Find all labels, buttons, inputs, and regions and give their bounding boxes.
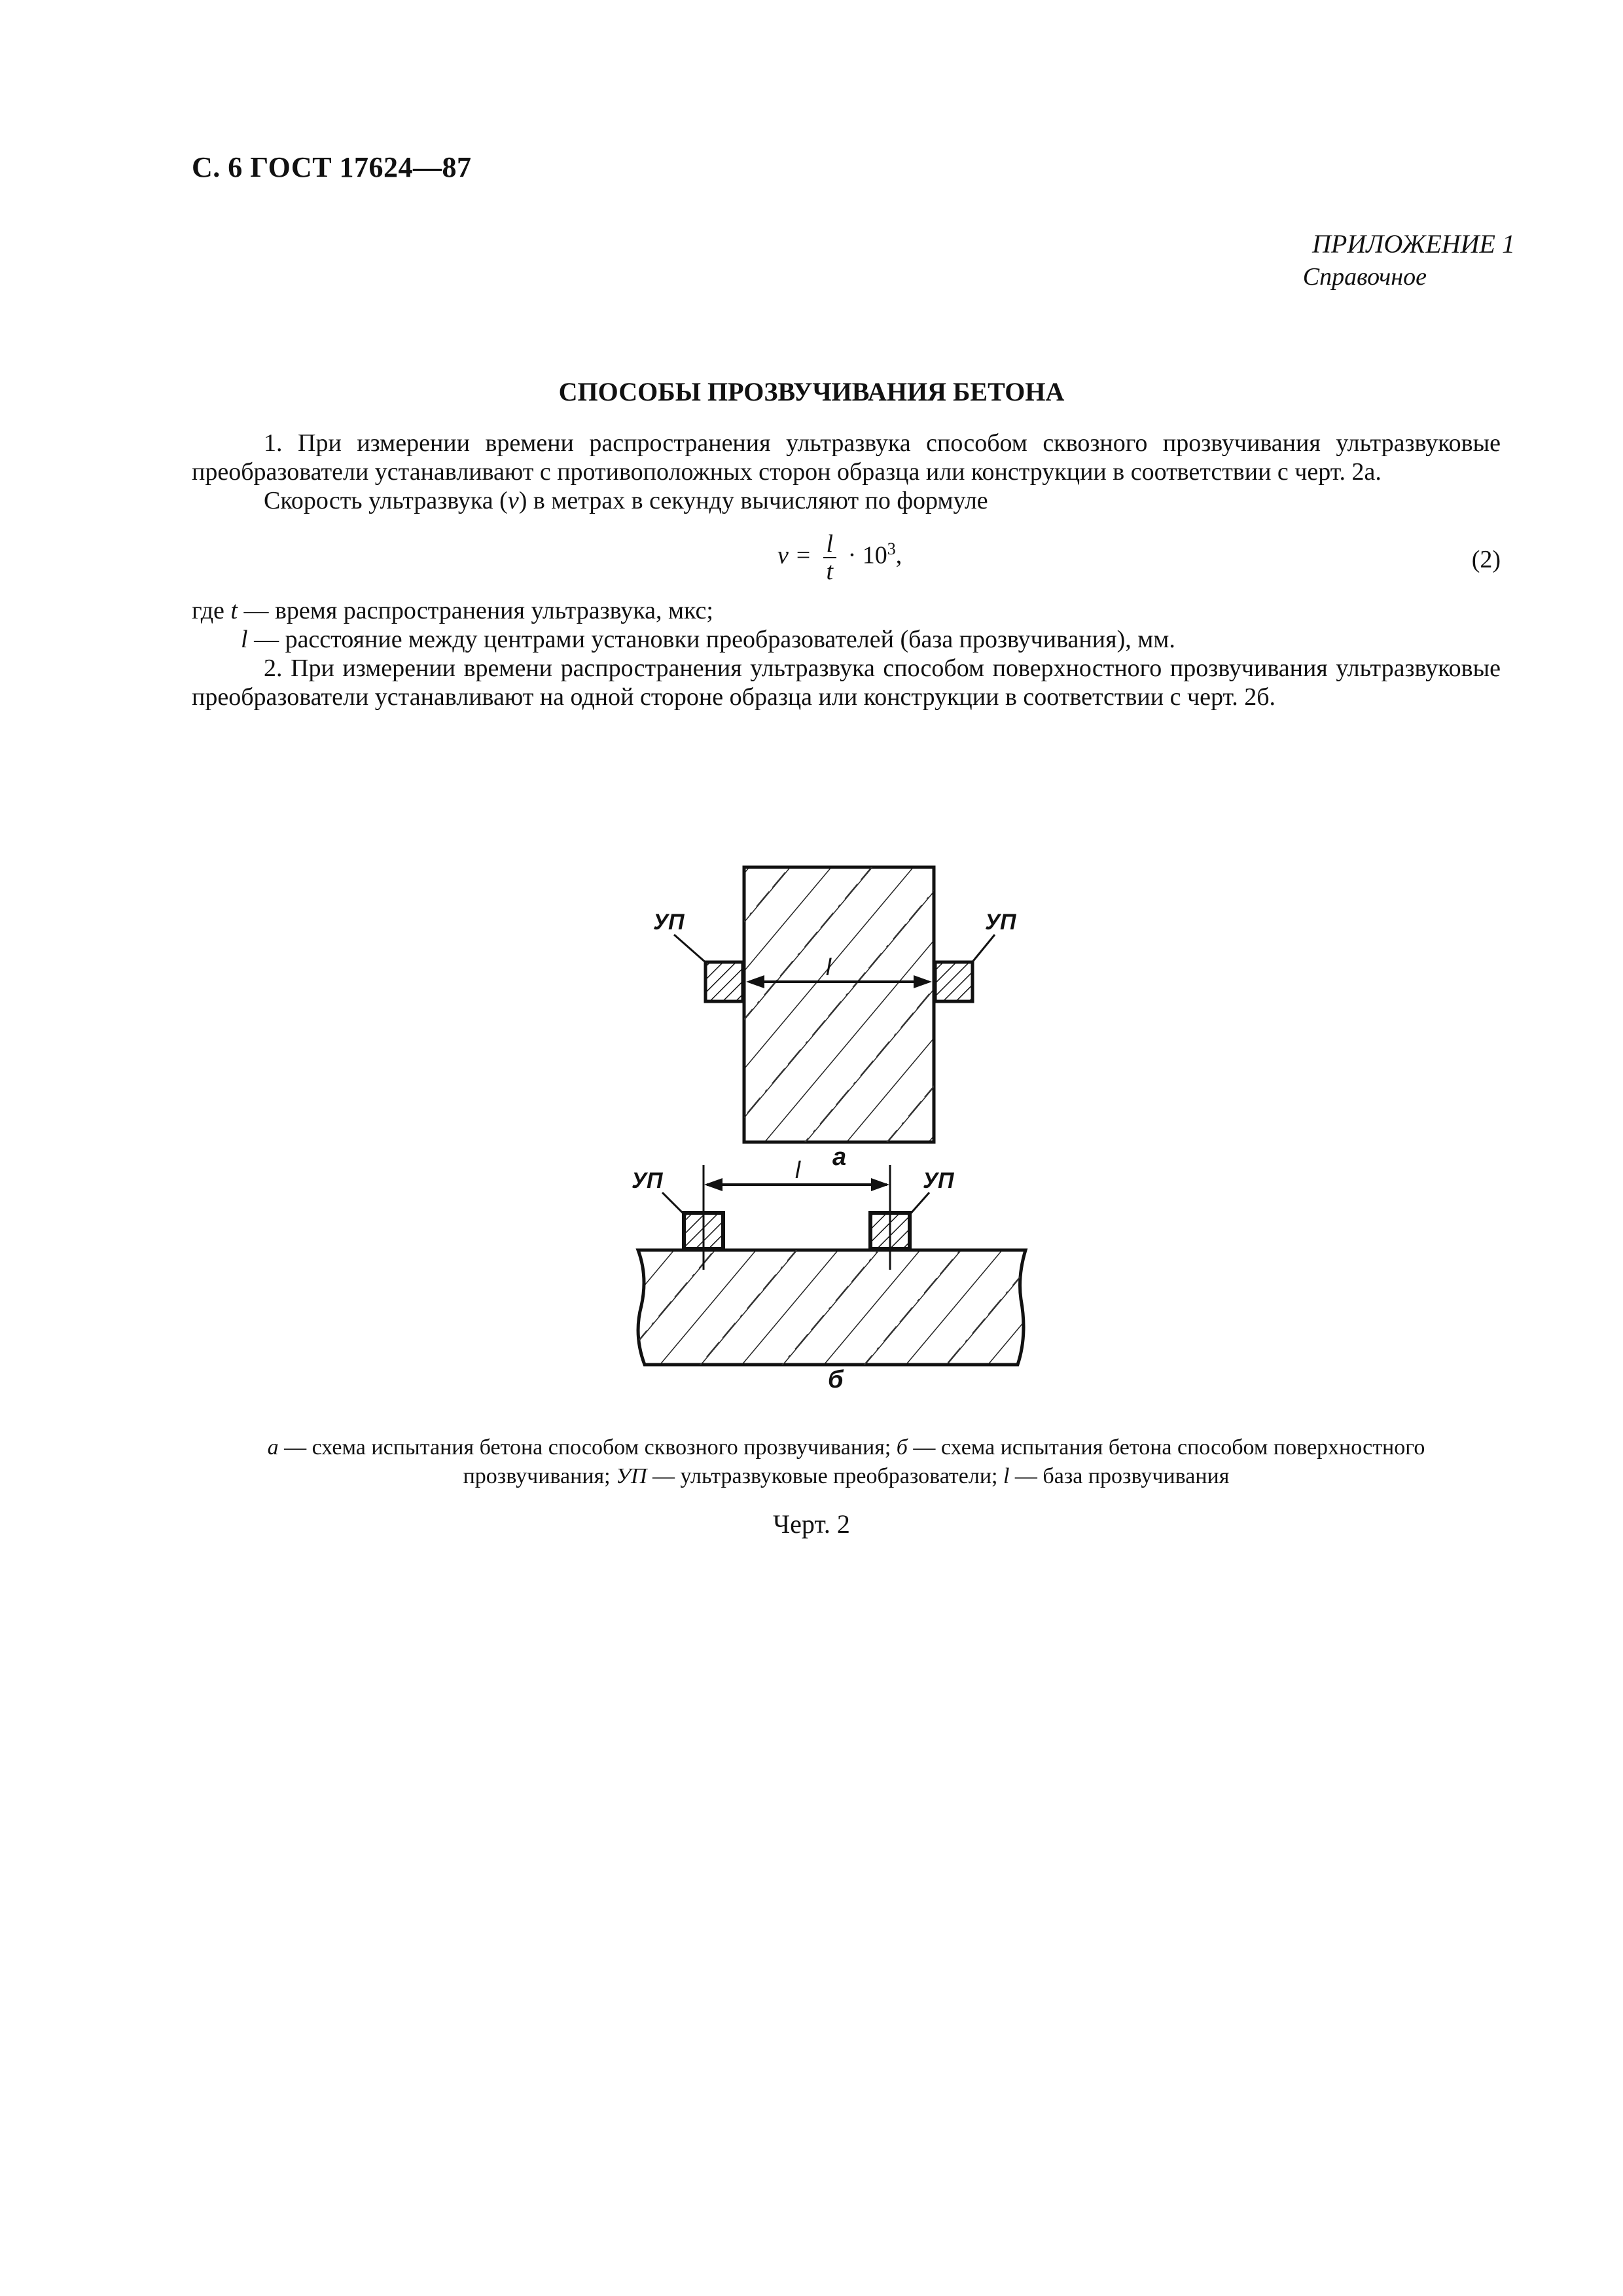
where-var-l: l [241, 626, 248, 653]
caption-up-key: УП [616, 1464, 647, 1488]
l-label-a: l [826, 954, 831, 980]
paragraph-2-text-b: ) в метрах в секунду вычисляют по формуле [518, 487, 988, 514]
caption-b-key: б [896, 1435, 908, 1460]
figure-number: Черт. 2 [773, 1509, 850, 1539]
formula-number: (2) [1471, 546, 1501, 573]
caption-a-key: а [267, 1435, 279, 1460]
section-title: СПОСОБЫ ПРОЗВУЧИВАНИЯ БЕТОНА [558, 377, 1065, 406]
page-header-reference: С. 6 ГОСТ 17624—87 [192, 151, 472, 183]
up-label-right-b: УП [923, 1168, 954, 1193]
l-label-b: l [795, 1157, 800, 1183]
formula-exponent: 3 [887, 539, 896, 559]
scheme-label-b: б [828, 1366, 844, 1393]
transducer-left-a [705, 962, 743, 1001]
up-label-left-b: УП [632, 1168, 663, 1193]
scheme-label-a: а [832, 1143, 847, 1171]
formula-tail: · 10 [847, 541, 887, 569]
caption-b-text: — схема испытания бетона способом поверхностного прозвучивания; [463, 1435, 1425, 1488]
caption-l-text: — база прозвучивания [1009, 1464, 1230, 1488]
where-text-t: — время распространения ультразвука, мкс; [237, 597, 713, 624]
scheme-a [674, 867, 995, 1142]
appendix-label: ПРИЛОЖЕНИЕ 1 [1312, 229, 1515, 259]
up-label-right-a: УП [985, 910, 1016, 935]
formula-end: , [895, 541, 902, 569]
where-var-t: t [230, 597, 238, 624]
paragraph-3: 2. При измерении времени распространения ультразвука способом поверхностного прозвучивания ультразвуковые преобразователи устанавливают на одной стороне образца или конструкции в соответствии с черт. 2б. [192, 655, 1501, 711]
caption-a-text: — схема испытания бетона способом сквозного прозвучивания; [278, 1435, 897, 1460]
scheme-b [638, 1165, 1026, 1365]
velocity-variable: v [507, 487, 519, 514]
figure-caption [192, 1433, 1501, 1491]
caption-l-key: l [1003, 1464, 1010, 1488]
transducer-right-a [935, 962, 972, 1001]
where-text-l: — расстояние между центрами установки преобразователей (база прозвучивания), мм. [247, 626, 1175, 653]
appendix-type: Справочное [1302, 263, 1427, 291]
formula-numerator: l [823, 531, 837, 558]
formula-denominator: t [826, 558, 834, 585]
paragraph-2-text-a: Скорость ультразвука ( [264, 487, 508, 514]
caption-up-text: — ультразвуковые преобразователи; [647, 1464, 1003, 1488]
paragraph-1: 1. При измерении времени распространения ультразвука способом сквозного прозвучивания ультразвуковые преобразователи устанавливают с противоположных сторон образца или конструкции в соответствии с черт. 2а. [192, 429, 1501, 486]
formula-lhs: v = [777, 541, 812, 569]
up-label-left-a: УП [653, 910, 685, 935]
where-prefix: где [192, 597, 231, 624]
